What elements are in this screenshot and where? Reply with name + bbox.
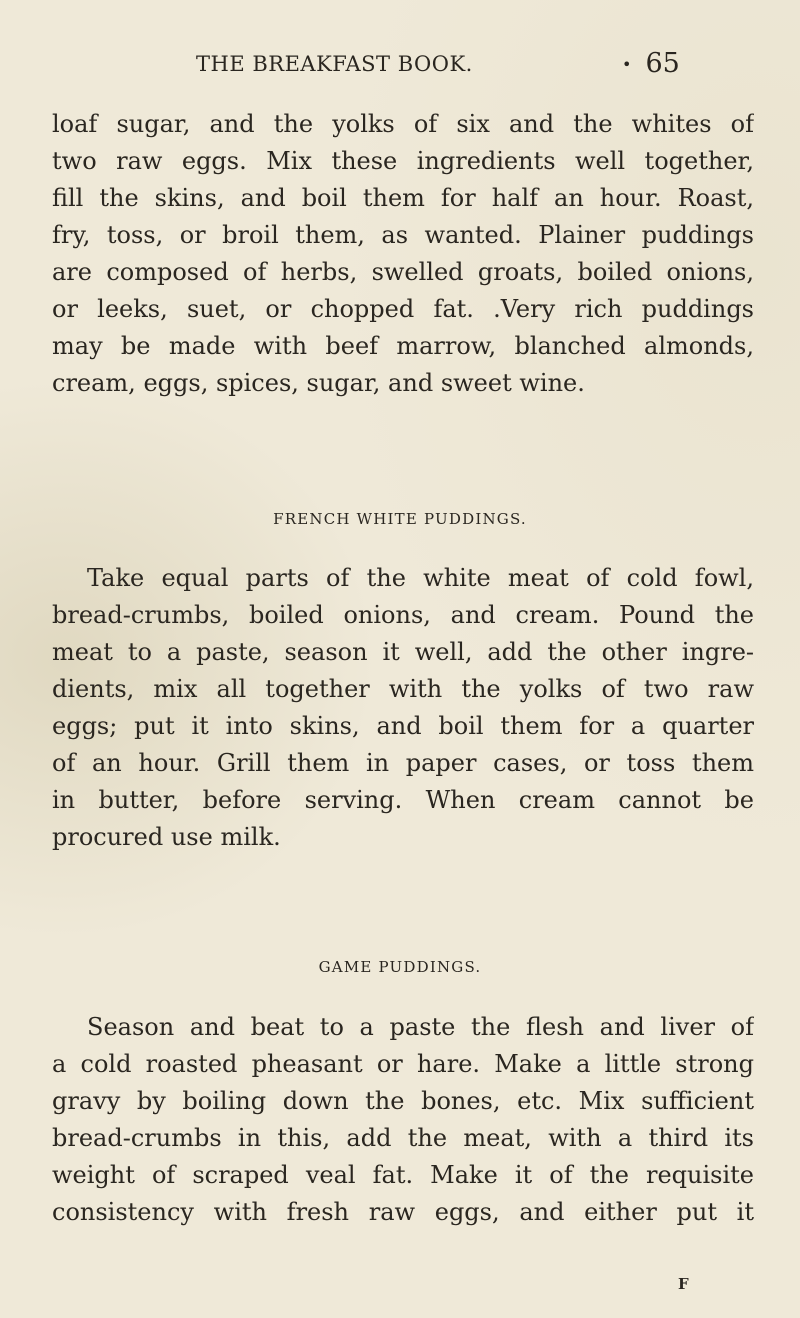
text-line: fry, toss, or broil them, as wanted. Plainer puddings xyxy=(52,221,754,249)
text-line: procured use milk. xyxy=(52,823,281,851)
text-line: gravy by boiling down the bones, etc. Mix sufficient xyxy=(52,1087,754,1115)
section-heading-french-white-puddings: FRENCH WHITE PUDDINGS. xyxy=(273,510,527,528)
text-line: meat to a paste, season it well, add the other ingre- xyxy=(52,638,754,666)
text-line: consistency with fresh raw eggs, and either put it xyxy=(52,1198,754,1226)
running-title: THE BREAKFAST BOOK. xyxy=(196,52,473,76)
text-line: Take equal parts of the white meat of cold fowl, xyxy=(87,564,754,592)
text-line: eggs; put it into skins, and boil them for a quarter xyxy=(52,712,754,740)
text-line: of an hour. Grill them in paper cases, or toss them xyxy=(52,749,754,777)
french-white-puddings-paragraph xyxy=(52,560,754,856)
text-line: weight of scraped veal fat. Make it of the requisite xyxy=(52,1161,754,1189)
text-line: cream, eggs, spices, sugar, and sweet wine. xyxy=(52,369,585,397)
text-line: or leeks, suet, or chopped fat. .Very rich puddings xyxy=(52,295,754,323)
text-line: bread-crumbs in this, add the meat, with a third its xyxy=(52,1124,754,1152)
text-line: are composed of herbs, swelled groats, boiled onions, xyxy=(52,258,754,286)
text-line: fill the skins, and boil them for half an hour. Roast, xyxy=(52,184,754,212)
text-line: Season and beat to a paste the flesh and liver of xyxy=(87,1013,754,1041)
text-line: two raw eggs. Mix these ingredients well together, xyxy=(52,147,754,175)
continuation-paragraph xyxy=(52,106,754,402)
page-number: 65 xyxy=(645,48,680,79)
game-puddings-paragraph xyxy=(52,1009,754,1231)
section-heading-game-puddings: GAME PUDDINGS. xyxy=(318,958,482,976)
signature-mark: F xyxy=(678,1275,689,1293)
text-line: a cold roasted pheasant or hare. Make a little strong xyxy=(52,1050,754,1078)
text-line: in butter, before serving. When cream cannot be xyxy=(52,786,754,814)
page-dot: • xyxy=(622,55,632,74)
text-line: dients, mix all together with the yolks of two raw xyxy=(52,675,754,703)
text-line: may be made with beef marrow, blanched almonds, xyxy=(52,332,754,360)
text-line: loaf sugar, and the yolks of six and the whites of xyxy=(52,110,754,138)
page-number-area xyxy=(622,48,680,79)
text-line: bread-crumbs, boiled onions, and cream. Pound the xyxy=(52,601,754,629)
